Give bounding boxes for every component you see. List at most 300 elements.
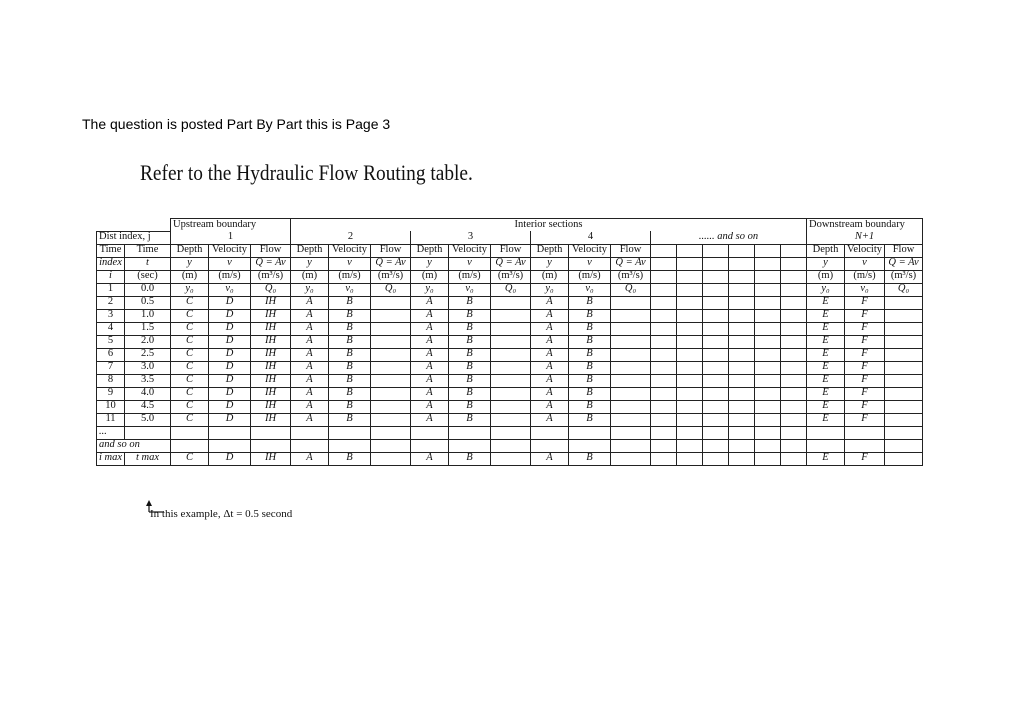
index-cell: 6 [97,348,125,361]
depth-cell: A [531,374,569,387]
upstream-boundary-label: Upstream boundary [171,219,291,232]
blank-cell [729,439,755,452]
blank-cell [781,309,807,322]
blank-cell [729,257,755,270]
blank-cell [651,335,677,348]
upstream-flow-cell: IH [251,335,291,348]
section-number: N+1 [807,231,923,244]
blank-cell [755,322,781,335]
downstream-velocity-cell: F [845,296,885,309]
flow-header: (m³/s) [371,270,411,283]
blank-cell [755,387,781,400]
blank-cell [677,413,703,426]
table-row [97,361,923,374]
section-number: 2 [291,231,411,244]
depth-header: Depth [411,244,449,257]
velocity-cell: B [329,387,371,400]
flow-cell [611,387,651,400]
downstream-depth-cell: E [807,400,845,413]
downstream-velocity-cell: F [845,387,885,400]
time-cell: 3.0 [125,361,171,374]
blank-cell [531,439,569,452]
blank-cell [885,439,923,452]
flow-header: Flow [371,244,411,257]
downstream-velocity-cell: F [845,322,885,335]
time-cell: 1.0 [125,309,171,322]
index-cell: 8 [97,374,125,387]
index-cell: i max [97,452,125,465]
downstream-velocity-cell: F [845,361,885,374]
time-cell: (sec) [125,270,171,283]
flow-cell [371,413,411,426]
blank-cell [209,439,251,452]
velocity-cell: B [569,296,611,309]
blank-cell [677,400,703,413]
depth-header: y₀ [531,283,569,296]
flow-cell [371,348,411,361]
blank-cell [755,439,781,452]
downstream-depth-cell: E [807,322,845,335]
blank-cell [729,452,755,465]
upstream-velocity-cell: D [209,387,251,400]
blank-cell [703,244,729,257]
downstream-depth-cell: E [807,309,845,322]
table-row [97,387,923,400]
velocity-header: (m/s) [845,270,885,283]
velocity-header: v₀ [449,283,491,296]
blank-cell [703,283,729,296]
flow-cell [491,309,531,322]
depth-cell: A [291,374,329,387]
flow-cell [371,374,411,387]
blank-cell [171,426,209,439]
depth-header: Depth [531,244,569,257]
flow-cell [885,361,923,374]
downstream-depth-cell: E [807,374,845,387]
blank-cell [729,400,755,413]
velocity-header: v₀ [845,283,885,296]
flow-cell [885,413,923,426]
time-cell: t [125,257,171,270]
blank-cell [703,322,729,335]
blank-cell [703,309,729,322]
depth-cell: A [411,309,449,322]
blank-cell [755,270,781,283]
velocity-header: v [209,257,251,270]
velocity-cell: B [329,400,371,413]
velocity-header: v₀ [569,283,611,296]
index-cell: 1 [97,283,125,296]
velocity-header: Velocity [845,244,885,257]
blank-cell [677,283,703,296]
flow-header: (m³/s) [491,270,531,283]
depth-header: (m) [291,270,329,283]
table-row [97,296,923,309]
blank-cell [651,309,677,322]
flow-cell [885,348,923,361]
blank-cell [755,244,781,257]
upstream-depth-cell: C [171,348,209,361]
blank-cell [729,374,755,387]
time-cell: 5.0 [125,413,171,426]
velocity-cell: B [569,361,611,374]
flow-header: Q₀ [251,283,291,296]
velocity-cell: B [569,387,611,400]
interior-sections-label: Interior sections [291,219,807,232]
blank-cell [291,439,329,452]
index-cell: 10 [97,400,125,413]
blank-cell [703,296,729,309]
time-cell: 4.5 [125,400,171,413]
table-row [97,309,923,322]
upstream-velocity-cell: D [209,413,251,426]
flow-cell [491,400,531,413]
blank-cell [209,426,251,439]
velocity-header: (m/s) [209,270,251,283]
blank-cell [651,361,677,374]
upstream-flow-cell: IH [251,309,291,322]
upstream-velocity-cell: D [209,400,251,413]
flow-header: (m³/s) [611,270,651,283]
depth-cell: A [291,296,329,309]
velocity-header: v₀ [329,283,371,296]
upstream-flow-cell: IH [251,452,291,465]
time-cell: 4.0 [125,387,171,400]
upstream-flow-cell: IH [251,413,291,426]
blank-cell [411,426,449,439]
flow-cell [371,335,411,348]
velocity-cell: B [569,400,611,413]
depth-cell: A [411,296,449,309]
blank-cell [329,426,371,439]
velocity-cell: B [449,413,491,426]
blank-cell [531,426,569,439]
flow-header: Q₀ [371,283,411,296]
depth-cell: A [291,387,329,400]
depth-cell: A [411,374,449,387]
time-cell: 2.0 [125,335,171,348]
velocity-cell: B [329,348,371,361]
depth-cell: A [531,387,569,400]
flow-cell [491,374,531,387]
velocity-header: v [449,257,491,270]
downstream-velocity-cell: F [845,335,885,348]
depth-header: (m) [411,270,449,283]
velocity-header: Velocity [449,244,491,257]
blank-cell [755,348,781,361]
blank-cell [371,426,411,439]
blank-cell [755,452,781,465]
depth-cell: A [411,387,449,400]
upstream-flow-cell: IH [251,296,291,309]
flow-header: Flow [251,244,291,257]
flow-cell [611,400,651,413]
depth-header: y₀ [411,283,449,296]
blank-cell [729,283,755,296]
flow-cell [885,400,923,413]
depth-header: y [531,257,569,270]
depth-header: y [411,257,449,270]
depth-header: y [291,257,329,270]
flow-cell [885,335,923,348]
blank-cell [781,283,807,296]
flow-header: Flow [491,244,531,257]
flow-header: Flow [611,244,651,257]
velocity-cell: B [569,452,611,465]
blank-cell [491,439,531,452]
blank-cell [729,361,755,374]
depth-cell: A [531,309,569,322]
blank-cell [651,244,677,257]
depth-cell: A [291,400,329,413]
page-heading: Refer to the Hydraulic Flow Routing table. [140,160,473,185]
blank-cell [845,439,885,452]
blank-cell [729,387,755,400]
downstream-depth-cell: E [807,387,845,400]
flow-cell [611,452,651,465]
velocity-header: v [569,257,611,270]
depth-cell: A [531,452,569,465]
flow-header: Q₀ [885,283,923,296]
blank-cell [651,400,677,413]
velocity-cell: B [569,335,611,348]
blank-cell [651,257,677,270]
upstream-depth-cell: C [171,387,209,400]
index-cell: 5 [97,335,125,348]
depth-cell: A [531,335,569,348]
blank-cell [781,348,807,361]
table-row [97,283,923,296]
index-cell: 2 [97,296,125,309]
upstream-velocity-cell: D [209,335,251,348]
depth-cell: A [291,361,329,374]
blank-cell [703,400,729,413]
upstream-depth-cell: C [171,413,209,426]
time-cell: Time [125,244,171,257]
caption: In this example, Δt = 0.5 second [150,508,293,520]
velocity-cell: B [449,348,491,361]
depth-cell: A [291,452,329,465]
table-row [97,322,923,335]
blank-cell [781,361,807,374]
blank-cell [781,257,807,270]
blank-cell [251,426,291,439]
section-number: 4 [531,231,651,244]
depth-header: (m) [531,270,569,283]
group-header-row [97,219,923,232]
blank-cell [677,348,703,361]
blank-cell [807,426,845,439]
velocity-header: v₀ [209,283,251,296]
blank-cell [651,283,677,296]
flow-header: Q₀ [611,283,651,296]
depth-cell: A [411,348,449,361]
flow-cell [885,452,923,465]
page-note: The question is posted Part By Part this is Page 3 [82,116,391,132]
blank-cell [171,439,209,452]
blank-cell [781,270,807,283]
time-cell: 0.0 [125,283,171,296]
flow-cell [611,335,651,348]
index-cell: 3 [97,309,125,322]
flow-cell [885,296,923,309]
depth-cell: A [531,296,569,309]
downstream-velocity-cell: F [845,400,885,413]
depth-cell: A [531,413,569,426]
blank-cell [703,335,729,348]
time-cell: 0.5 [125,296,171,309]
blank-cell [729,335,755,348]
blank-cell [755,335,781,348]
depth-cell: A [411,452,449,465]
blank-cell [677,322,703,335]
flow-cell [611,361,651,374]
blank-cell [807,439,845,452]
velocity-cell: B [449,335,491,348]
downstream-velocity-cell: F [845,452,885,465]
velocity-header: (m/s) [329,270,371,283]
upstream-depth-cell: C [171,374,209,387]
blank-cell [703,257,729,270]
blank-cell [781,374,807,387]
depth-header: Depth [807,244,845,257]
depth-cell: A [531,348,569,361]
blank-cell [755,257,781,270]
depth-header: (m) [807,270,845,283]
flow-header: (m³/s) [251,270,291,283]
flow-header: Q₀ [491,283,531,296]
velocity-cell: B [569,374,611,387]
velocity-header: Velocity [209,244,251,257]
velocity-header: v [329,257,371,270]
flow-header: Flow [885,244,923,257]
blank-cell [677,439,703,452]
flow-cell [611,348,651,361]
velocity-cell: B [329,296,371,309]
table-row [97,452,923,465]
velocity-cell: B [449,361,491,374]
flow-cell [611,413,651,426]
flow-cell [371,452,411,465]
index-cell: 9 [97,387,125,400]
depth-cell: A [411,322,449,335]
blank-cell [755,283,781,296]
dist-index-label: Dist index, j [97,231,171,244]
depth-cell: A [291,322,329,335]
table-row [97,413,923,426]
downstream-depth-cell: E [807,361,845,374]
blank-cell [677,361,703,374]
section-number: 1 [171,231,291,244]
upstream-flow-cell: IH [251,400,291,413]
velocity-cell: B [569,348,611,361]
upstream-flow-cell: IH [251,387,291,400]
flow-cell [491,452,531,465]
velocity-cell: B [449,296,491,309]
blank-cell [885,426,923,439]
table-row [97,400,923,413]
blank-cell [251,439,291,452]
blank-cell [411,439,449,452]
blank-cell [755,361,781,374]
index-cell: i [97,270,125,283]
depth-header: Depth [171,244,209,257]
velocity-cell: B [569,413,611,426]
blank-cell [755,374,781,387]
flow-cell [371,387,411,400]
blank-cell [677,426,703,439]
blank-cell [781,413,807,426]
velocity-cell: B [449,387,491,400]
downstream-velocity-cell: F [845,374,885,387]
time-cell: 3.5 [125,374,171,387]
blank-cell [755,426,781,439]
blank-cell [781,244,807,257]
velocity-cell: B [329,374,371,387]
upstream-flow-cell: IH [251,322,291,335]
blank-cell [781,296,807,309]
blank-cell [651,374,677,387]
upstream-velocity-cell: D [209,296,251,309]
depth-cell: A [531,361,569,374]
blank-cell [781,400,807,413]
upstream-velocity-cell: D [209,452,251,465]
blank-cell [703,452,729,465]
depth-header: y₀ [291,283,329,296]
upstream-velocity-cell: D [209,322,251,335]
downstream-depth-cell: E [807,335,845,348]
flow-cell [491,335,531,348]
flow-cell [491,361,531,374]
hydraulic-routing-table [96,218,923,466]
flow-cell [491,348,531,361]
upstream-depth-cell: C [171,309,209,322]
velocity-cell: B [569,309,611,322]
downstream-depth-cell: E [807,296,845,309]
blank-cell [781,322,807,335]
blank-cell [729,296,755,309]
depth-header: y₀ [807,283,845,296]
time-cell: 2.5 [125,348,171,361]
flow-cell [885,374,923,387]
blank-cell [677,309,703,322]
blank-cell [703,439,729,452]
blank-cell [703,413,729,426]
flow-cell [371,361,411,374]
blank-cell [651,322,677,335]
blank-cell [651,426,677,439]
blank-cell [449,439,491,452]
upstream-velocity-cell: D [209,309,251,322]
velocity-header: (m/s) [569,270,611,283]
depth-cell: A [291,335,329,348]
ellipsis-row [97,426,923,439]
upstream-flow-cell: IH [251,374,291,387]
blank-cell [291,426,329,439]
time-cell: 1.5 [125,322,171,335]
depth-cell: A [291,348,329,361]
time-cell: t max [125,452,171,465]
blank-cell [845,426,885,439]
blank-cell [677,257,703,270]
downstream-depth-cell: E [807,413,845,426]
depth-cell: A [531,322,569,335]
blank-cell [677,374,703,387]
blank-cell [781,439,807,452]
velocity-header: Velocity [569,244,611,257]
upstream-velocity-cell: D [209,361,251,374]
downstream-velocity-cell: F [845,309,885,322]
